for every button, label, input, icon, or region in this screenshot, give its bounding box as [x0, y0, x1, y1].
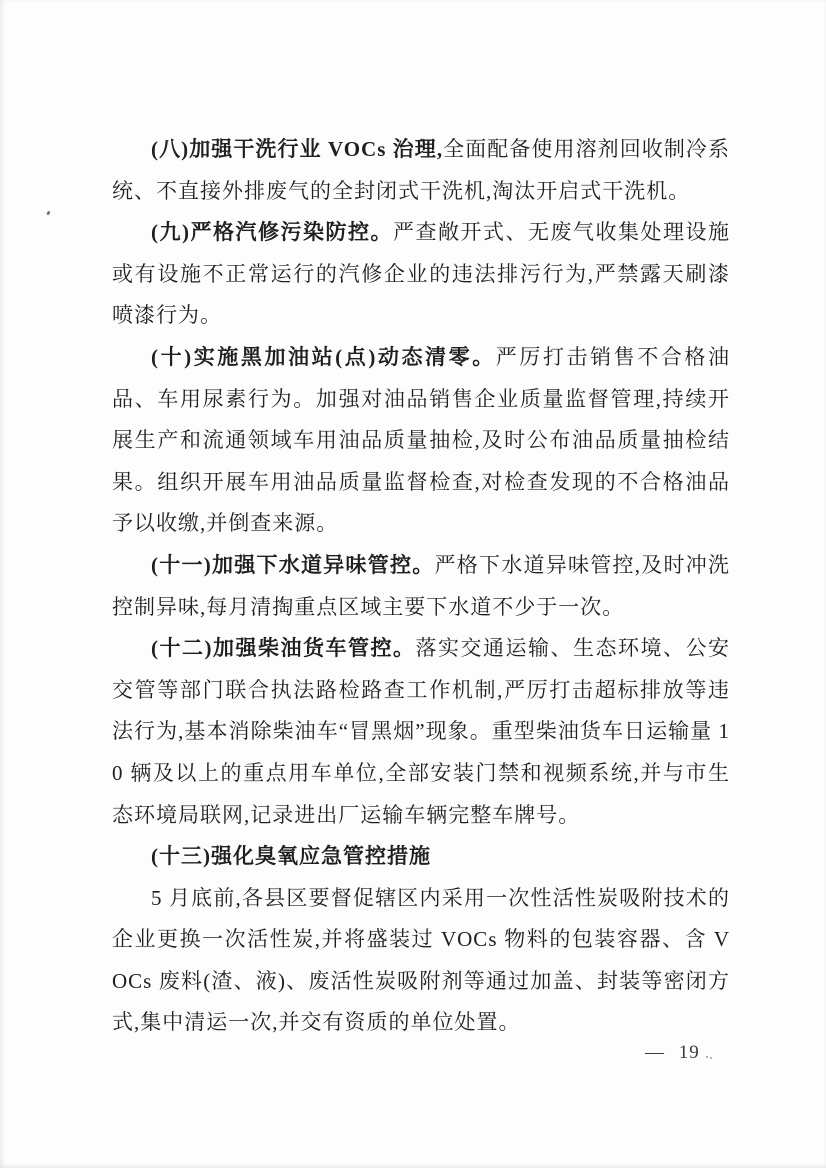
paragraph-body: 严格下水道异味管控,及时冲洗控制异味,每月清掏重点区域主要下水道不少于一次。: [112, 552, 730, 619]
paragraph-lead: (八)加强干洗行业 VOCs 治理,: [151, 137, 444, 161]
paragraph-item-9: [112, 212, 730, 337]
page-number-label: — 19: [645, 1042, 700, 1063]
paragraph-body: 严厉打击销售不合格油品、车用尿素行为。加强对油品销售企业质量监督管理,持续开展生产和流通领域车用油品质量抽检,及时公布油品质量抽检结果。组织开展车用油品质量监督检查,对检查发现的不合格油品予以收缴,并倒查来源。: [112, 344, 730, 536]
paragraph-item-13-heading: [112, 836, 730, 878]
paragraph-lead: (十二)加强柴油货车管控。: [151, 636, 416, 661]
paragraph-lead: (十)实施黑加油站(点)动态清零。: [151, 344, 496, 369]
paragraph-item-11: [112, 545, 730, 628]
paragraph-item-12: [112, 628, 730, 836]
paragraph-body: 5 月底前,各县区要督促辖区内采用一次性活性炭吸附技术的企业更换一次活性炭,并将盛装过 VOCs 物料的包装容器、含 VOCs 废料(渣、液)、废活性炭吸附剂等通过加盖、封装等密闭方式,集中清运一次,并交有资质的单位处置。: [112, 885, 730, 1035]
paragraph-body: 落实交通运输、生态环境、公安交管等部门联合执法路检路查工作机制,严厉打击超标排放等违法行为,基本消除柴油车“冒黑烟”现象。重型柴油货车日运输量 10 辆及以上的重点用车单位,全部安装门禁和视频系统,并与市生态环境局联网,记录进出厂运输车辆完整车牌号。: [112, 636, 730, 827]
paragraph-item-deadline: [112, 878, 730, 1044]
document-text-block: [112, 129, 730, 1044]
paragraph-lead: (九)严格汽修污染防控。: [151, 220, 393, 245]
page-number: [645, 1042, 700, 1064]
paragraph-item-10: [112, 337, 730, 545]
paragraph-lead: (十一)加强下水道异味管控。: [151, 552, 435, 577]
paragraph-body: 全面配备使用溶剂回收制冷系统、不直接外排废气的全封闭式干洗机,淘汰开启式干洗机。: [112, 137, 730, 203]
paragraph-body: 严查敞开式、无废气收集处理设施或有设施不正常运行的汽修企业的违法排污行为,严禁露天刷漆喷漆行为。: [112, 220, 730, 328]
scan-speck: [706, 1056, 708, 1058]
paragraph-lead: (十三)强化臭氧应急管控措施: [151, 844, 431, 869]
scan-speck: [46, 211, 50, 216]
paragraph-item-8: [112, 129, 730, 212]
